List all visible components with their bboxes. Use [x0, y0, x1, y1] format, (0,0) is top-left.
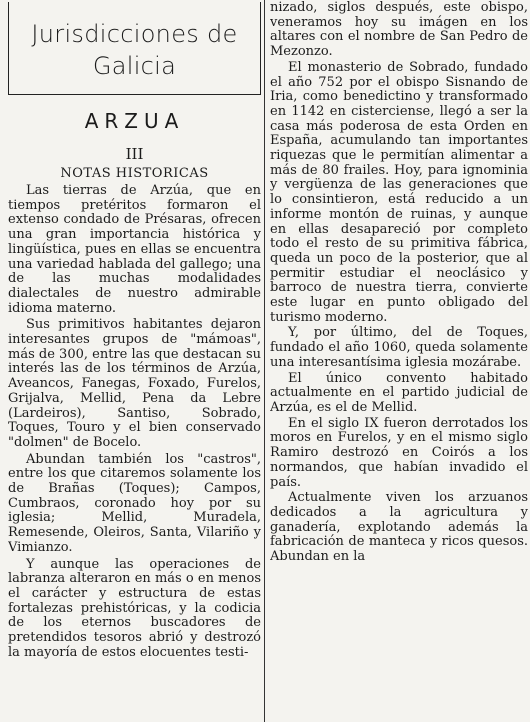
- paragraph: Abundan también los "castros", entre los que citaremos solamente los de Brañas (Toques); Campos, Cumbraos, coronado hoy por su iglesia; Mellid, Muradela, Remesende, Oleiros, Santa, Vilariño y Vimianzo.: [8, 451, 261, 555]
- paragraph: Sus primitivos habitantes dejaron interesantes grupos de "mámoas", más de 300, entre las que destacan su interés las de los términos de Arzúa, Aveancos, Fanegas, Foxado, Furelos, Grijalva, Mellid, Pena da Lebre (Lardeiros), Santiso, Sobrado, Toques, Touro y el bien conservado "dolmen" de Bocelo.: [8, 317, 261, 450]
- paragraph: nizado, siglos después, este obispo, veneramos hoy su imágen en los altares con el nombre de San Pedro de Mezonzo.: [270, 0, 528, 60]
- paragraph: Las tierras de Arzúa, que en tiempos pretéritos formaron el extenso condado de Présaras, ofrecen una gran importancia histórica y lingüística, pues en ellas se encuentra una variedad hablada del gallego; una de las muchas modalidades dialectales de nuestro admirable idioma materno.: [8, 183, 261, 316]
- paragraph: El monasterio de Sobrado, fundado el año 752 por el obispo Sisnando de Iria, como benedictino y transformado en 1142 en cisterciense, llegó a ser la casa más poderosa de esta Orden en España, acumulando tan importantes riquezas que le permitían alimentar a más de 80 frailes. Hoy, para ignominia y vergüenza de las generaciones que lo consintieron, está reducido a un informe montón de ruinas, y aunque en ellas desapareció por completo todo el resto de su primitiva fábrica, queda un poco de la posterior, que al permitir estudiar el neoclásico y barroco de nuestra tierra, convierte este lugar en punto obligado del turismo moderno.: [270, 59, 528, 325]
- right-column: [270, 0, 528, 722]
- part-number: III: [125, 145, 144, 163]
- subtitle: ARZUA: [84, 109, 185, 133]
- headline-line-2: Galicia: [92, 52, 177, 80]
- section-heading: NOTAS HISTORICAS: [60, 166, 209, 181]
- column-divider: [264, 0, 265, 722]
- paragraph: En el siglo IX fueron derrotados los moros en Furelos, y en el mismo siglo Ramiro destrozó en Coirós a los normandos, que habían invadido el país.: [270, 415, 528, 490]
- paragraph: Y, por último, del de Toques, fundado el año 1060, queda solamente una interesantísima iglesia mozárabe.: [270, 325, 528, 370]
- left-column: [8, 0, 261, 722]
- paragraph: Y aunque las operaciones de labranza alteraron en más o en menos el carácter y estructura de estas fortalezas prehistóricas, y la codicia de los eternos buscadores de pretendidos tesoros abrió y destrozó la mayoría de estos elocuentes testi-: [8, 556, 261, 660]
- paragraph: Actualmente viven los arzuanos dedicados a la agricultura y ganadería, explotando además la fabricación de manteca y ricos quesos. Abundan en la: [270, 490, 528, 565]
- headline-line-1: Jurisdicciones de: [31, 20, 238, 48]
- headline-box: [8, 2, 261, 95]
- paragraph: El único convento habitado actualmente en el partido judicial de Arzúa, es el de Mellid.: [270, 370, 528, 415]
